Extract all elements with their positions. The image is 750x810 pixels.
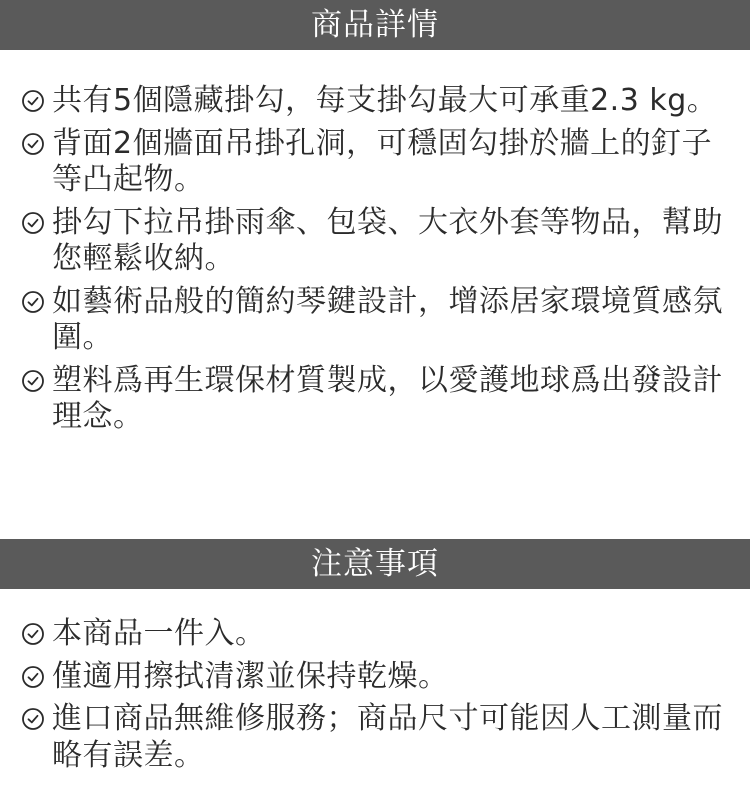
check-circle-icon [21, 369, 45, 393]
list-item [0, 284, 750, 357]
list-item [0, 126, 750, 199]
list-item [0, 616, 750, 653]
notes-item-text: 進口商品無維修服務；商品尺寸可能因人工測量而略有誤差。 [52, 701, 723, 773]
section-header-details [0, 0, 750, 50]
details-item-text: 共有5個隱藏掛勾，每支掛勾最大可承重2.3 kg。 [52, 83, 718, 118]
check-circle-icon [21, 89, 45, 113]
check-circle-icon [21, 290, 45, 314]
section-title-notes: 注意事項 [311, 546, 439, 582]
details-item-text: 掛勾下拉吊掛雨傘、包袋、大衣外套等物品，幫助您輕鬆收納。 [52, 204, 723, 276]
check-circle-icon [21, 132, 45, 156]
list-item [0, 83, 750, 120]
check-circle-icon [21, 665, 45, 689]
check-circle-icon [21, 211, 45, 235]
details-list [0, 83, 750, 442]
section-title-details: 商品詳情 [311, 7, 439, 43]
check-circle-icon [21, 622, 45, 646]
details-item-text: 塑料爲再生環保材質製成，以愛護地球爲出發設計理念。 [52, 362, 723, 434]
section-header-notes [0, 539, 750, 589]
notes-item-text: 僅適用擦拭清潔並保持乾燥。 [52, 658, 449, 694]
details-item-text: 背面2個牆面吊掛孔洞，可穩固勾掛於牆上的釘子等凸起物。 [52, 125, 713, 197]
list-item [0, 701, 750, 774]
notes-list [0, 616, 750, 780]
details-item-text: 如藝術品般的簡約琴鍵設計，增添居家環境質感氛圍。 [52, 283, 723, 355]
check-circle-icon [21, 707, 45, 731]
list-item [0, 659, 750, 696]
list-item [0, 205, 750, 278]
notes-item-text: 本商品一件入。 [52, 616, 266, 651]
list-item [0, 363, 750, 436]
